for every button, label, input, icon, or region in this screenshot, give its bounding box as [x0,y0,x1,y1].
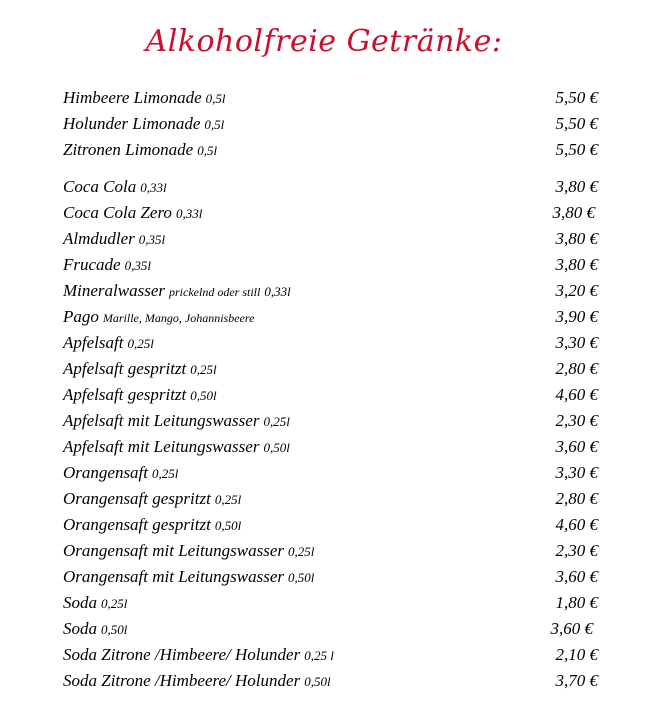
list-item [63,671,598,695]
item-price: 3,60 € [555,567,598,586]
item-price: 2,80 € [555,489,598,508]
list-item [63,489,598,513]
item-price: 5,50 € [555,140,598,159]
item-price: 3,20 € [555,281,598,300]
item-label [63,463,178,483]
item-label [63,437,290,457]
item-name: Orangensaft gespritzt [63,489,211,508]
item-label [63,203,202,223]
list-item [63,437,598,461]
item-price: 3,80 € [555,255,598,274]
item-label [63,541,314,561]
item-name: Coca Cola [63,177,137,196]
item-size: 0,25l [288,544,315,559]
item-price: 4,60 € [555,515,598,534]
item-size: 0,25l [263,414,290,429]
item-price: 3,60 € [550,619,593,638]
item-name: Soda [63,619,97,638]
item-name: Apfelsaft gespritzt [63,359,187,378]
item-note: Marille, Mango, Johannisbeere [102,311,255,325]
item-name: Apfelsaft gespritzt [63,385,187,404]
item-size: 0,50l [304,674,331,689]
item-name: Soda Zitrone /Himbeere/ Holunder [63,645,301,664]
item-size: 0,35l [138,232,166,247]
list-item [63,541,598,565]
item-size: 0,5l [204,117,225,132]
item-label [63,645,334,665]
item-label [63,567,314,587]
item-price: 3,30 € [555,463,598,482]
item-price: 2,30 € [555,541,598,560]
item-name: Orangensaft gespritzt [63,515,211,534]
item-price: 3,30 € [555,333,598,352]
item-name: Apfelsaft mit Leitungswasser [63,411,260,430]
item-price: 5,50 € [555,114,598,133]
list-item [63,177,598,201]
list-item [63,114,598,138]
item-name: Apfelsaft [63,333,124,352]
list-item [63,359,598,383]
item-label [63,411,290,431]
item-label [63,619,127,639]
item-price: 4,60 € [555,385,598,404]
item-name: Frucade [63,255,121,274]
item-price: 1,80 € [555,593,598,612]
item-name: Pago [63,307,99,326]
item-name: Himbeere Limonade [63,88,202,107]
item-name: Soda [63,593,97,612]
item-price: 3,70 € [555,671,598,690]
item-name: Orangensaft mit Leitungswasser [63,567,285,586]
item-note: prickelnd oder still [169,285,261,299]
list-item [63,463,598,487]
item-size: 0,25l [127,336,154,351]
item-name: Coca Cola Zero [63,203,172,222]
item-label [63,359,217,379]
item-price: 3,80 € [555,177,598,196]
item-price: 2,80 € [555,359,598,378]
item-size: 0,5l [197,143,218,158]
item-name: Almdudler [63,229,135,248]
page-title: Alkoholfreie Getränke: [145,24,503,59]
list-item [63,307,598,331]
item-size: 0,25l [101,596,128,611]
item-label [63,229,165,249]
item-price: 3,80 € [552,203,595,222]
list-item [63,203,598,227]
list-item [63,385,598,409]
item-size: 0,33l [175,206,203,221]
item-label [63,177,167,197]
item-label [63,333,154,353]
item-size: 0,50l [263,440,290,455]
item-size: 0,50l [288,570,315,585]
item-price: 3,60 € [555,437,598,456]
list-item [63,515,598,539]
list-item [63,333,598,357]
list-item [63,645,598,669]
item-price: 2,30 € [555,411,598,430]
item-label [63,515,241,535]
item-name: Holunder Limonade [63,114,201,133]
item-name: Soda Zitrone /Himbeere/ Holunder [63,671,301,690]
item-size: 0,25l [214,492,242,507]
item-name: Orangensaft mit Leitungswasser [63,541,285,560]
list-item [63,619,598,643]
item-size: 0,25 l [304,648,334,663]
list-item [63,140,598,164]
item-size: 0,25l [190,362,217,377]
item-price: 3,80 € [555,229,598,248]
item-size: 0,5l [205,91,226,106]
item-name: Zitronen Limonade [63,140,194,159]
item-size: 0,50l [190,388,217,403]
item-size: 0,50l [214,518,242,533]
item-size: 0,33l [264,284,291,299]
item-size: 0,35l [124,258,151,273]
item-label [63,88,226,108]
item-label [63,114,224,134]
item-name: Orangensaft [63,463,148,482]
list-item [63,88,598,112]
item-label [63,593,127,613]
item-label [63,307,254,327]
item-label [63,385,217,405]
item-size: 0,50l [101,622,128,637]
item-price: 5,50 € [555,88,598,107]
list-item [63,281,598,305]
item-label [63,140,217,160]
item-name: Apfelsaft mit Leitungswasser [63,437,260,456]
list-item [63,593,598,617]
list-item [63,411,598,435]
list-item [63,255,598,279]
item-label [63,671,331,691]
list-item [63,567,598,591]
item-price: 3,90 € [555,307,598,326]
item-label [63,281,291,301]
item-size: 0,25l [152,466,179,481]
item-label [63,255,151,275]
item-size: 0,33l [140,180,167,195]
list-item [63,229,598,253]
item-label [63,489,241,509]
item-name: Mineralwasser [63,281,165,300]
item-price: 2,10 € [555,645,598,664]
